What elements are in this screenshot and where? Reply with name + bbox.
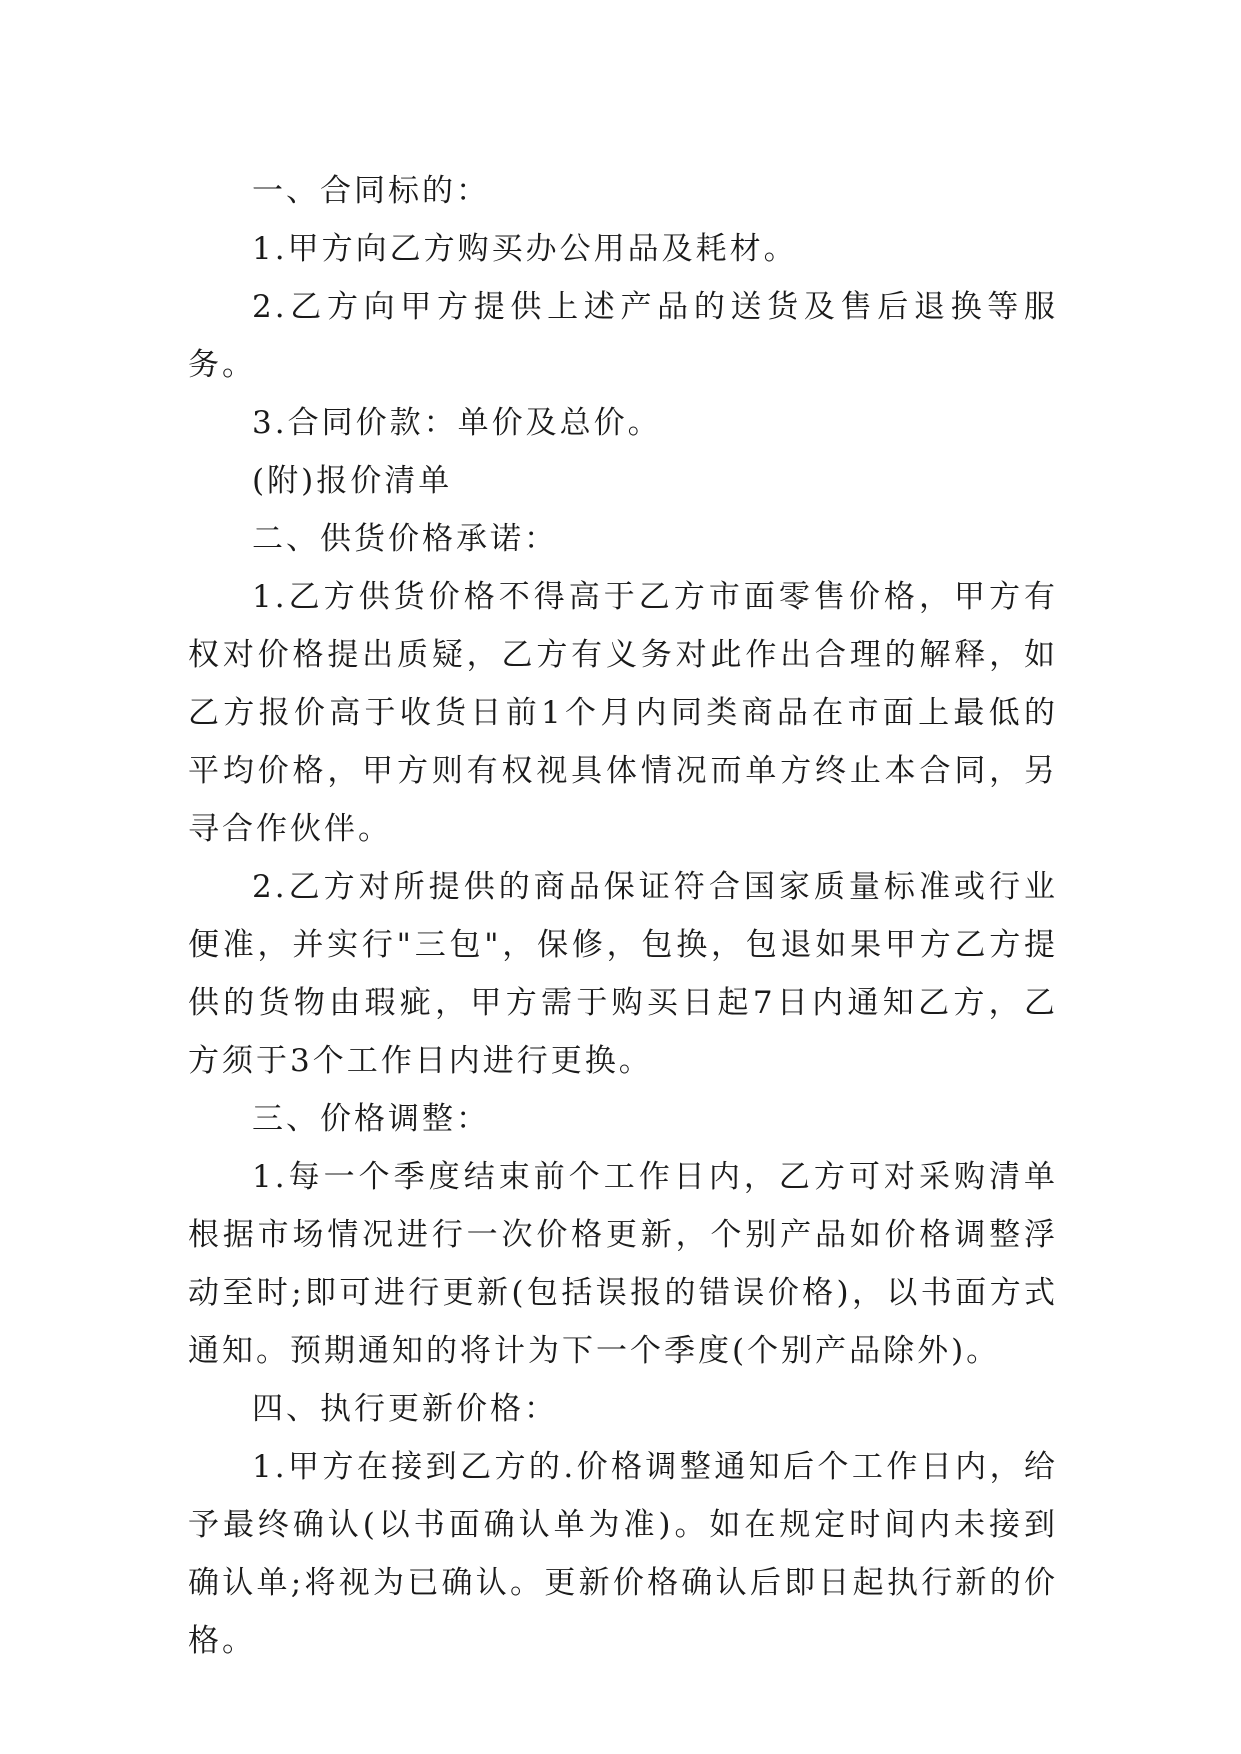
clause-4-1: 1.甲方在接到乙方的.价格调整通知后个工作日内，给予最终确认(以书面确认单为准)。如在规定时间内未接到确认单;将视为已确认。更新价格确认后即日起执行新的价格。 [188,1449,1058,1659]
clause-2-2: 2.乙方对所提供的商品保证符合国家质量标准或行业便准，并实行"三包"，保修，包换，包退如果甲方乙方提供的货物由瑕疵，甲方需于购买日起7日内通知乙方，乙方须于3个工作日内进行更换。 [188,869,1058,1079]
attachment-note: (附)报价清单 [252,463,453,499]
clause-1-1: 1.甲方向乙方购买办公用品及耗材。 [252,231,798,267]
document-body [188,162,1058,1670]
clause-3-1: 1.每一个季度结束前个工作日内，乙方可对采购清单根据市场情况进行一次价格更新，个别产品如价格调整浮动至时;即可进行更新(包括误报的错误价格)，以书面方式通知。预期通知的将计为下一个季度(个别产品除外)。 [188,1159,1058,1369]
clause-1-3: 3.合同价款：单价及总价。 [252,405,662,441]
clause-1-2: 2.乙方向甲方提供上述产品的送货及售后退换等服务。 [188,289,1058,383]
section-heading-execute-price: 四、执行更新价格： [252,1391,558,1427]
section-heading-price-adjustment: 三、价格调整： [252,1101,490,1137]
section-heading-subject: 一、合同标的： [252,173,490,209]
clause-2-1: 1.乙方供货价格不得高于乙方市面零售价格，甲方有权对价格提出质疑，乙方有义务对此作出合理的解释，如乙方报价高于收货日前1个月内同类商品在市面上最低的平均价格，甲方则有权视具体情况而单方终止本合同，另寻合作伙伴。 [188,579,1058,847]
section-heading-price-commitment: 二、供货价格承诺： [252,521,558,557]
